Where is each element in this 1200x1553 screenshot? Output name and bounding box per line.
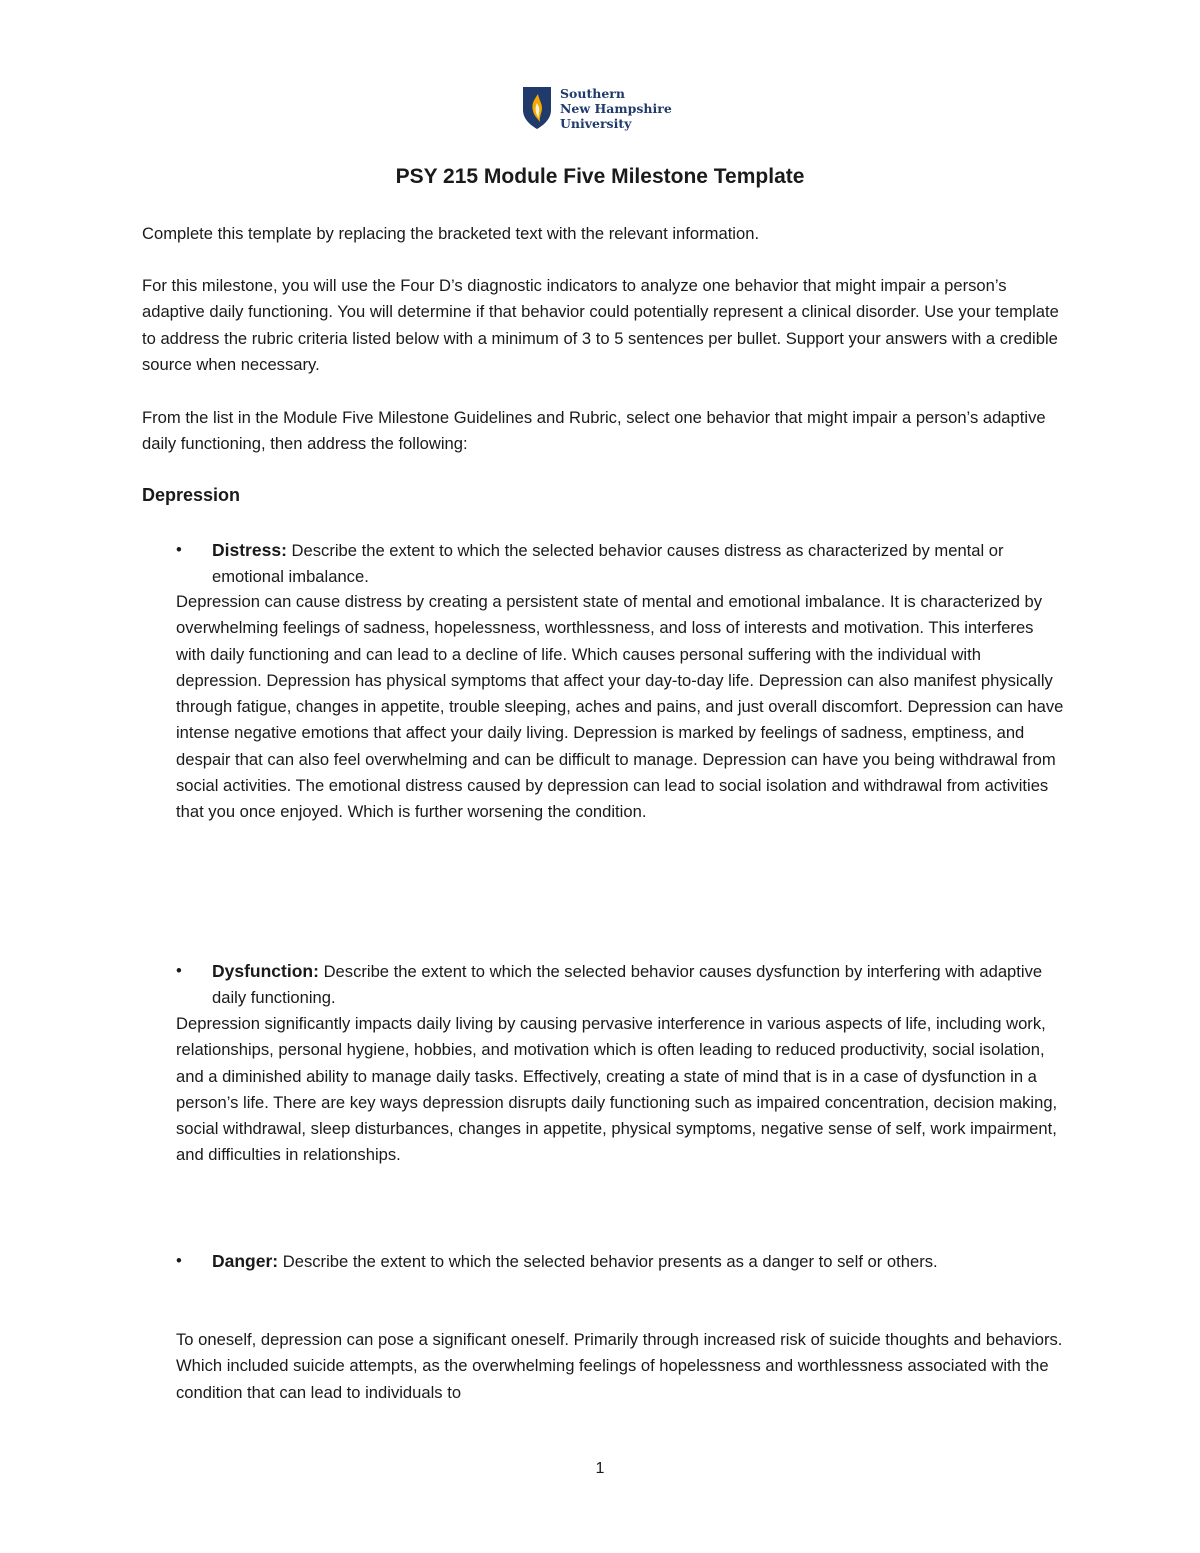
snhu-shield-icon [522, 86, 552, 130]
document-title: PSY 215 Module Five Milestone Template [395, 165, 805, 188]
distress-bullet [176, 537, 1056, 591]
logo-line-2: New Hampshire [560, 100, 672, 116]
danger-term: Danger: [212, 1251, 279, 1271]
dysfunction-prompt-text: Describe the extent to which the selected behavior causes dysfunction by interfering with adaptive daily functioning. [212, 962, 1043, 1008]
dysfunction-prompt [212, 958, 1056, 1012]
danger-prompt-text: Describe the extent to which the selected behavior presents as a danger to self or others. [278, 1252, 938, 1271]
distress-prompt [212, 537, 1056, 591]
bullet-marker: • [176, 1251, 182, 1270]
intro-instructions: Complete this template by replacing the bracketed text with the relevant information. [142, 224, 760, 243]
snhu-wordmark [560, 86, 672, 131]
bullet-marker: • [176, 540, 182, 559]
snhu-logo [522, 84, 672, 132]
intro-milestone-description: For this milestone, you will use the Four D’s diagnostic indicators to analyze one behavior that might impair a person’s adaptive daily functioning. You will determine if that behavior could potentially represent a clinical disorder. Use your template to address the rubric criteria listed below with a minimum of 3 to 5 sentences per bullet. Support your answers with a credible source when necessary. [142, 276, 1059, 374]
danger-prompt [212, 1248, 1056, 1275]
distress-answer: Depression can cause distress by creating a persistent state of mental and emotional imbalance. It is characterized by overwhelming feelings of sadness, hopelessness, worthlessness, and loss of interests and motivation. This interferes with daily functioning and can lead to a decline of life. Which causes personal suffering with the individual with depression. Depression has physical symptoms that affect your day-to-day life. Depression can also manifest physically through fatigue, changes in appetite, trouble sleeping, aches and pains, and just overall discomfort. Depression can have intense negative emotions that affect your daily living. Depression is marked by feelings of sadness, emptiness, and despair that can also feel overwhelming and can be difficult to manage. Depression can have you being withdrawal from social activities. The emotional distress caused by depression can lead to social isolation and withdrawal from activities that you once enjoyed. Which is further worsening the condition. [176, 592, 1064, 822]
logo-line-1: Southern [560, 85, 625, 101]
behavior-heading: Depression [142, 485, 241, 505]
dysfunction-answer: Depression significantly impacts daily living by causing pervasive interference in various aspects of life, including work, relationships, personal hygiene, hobbies, and motivation which is often leading to reduced productivity, social isolation, and a diminished ability to manage daily tasks. Effectively, creating a state of mind that is in a case of dysfunction in a person’s life. There are key ways depression disrupts daily functioning such as impaired concentration, decision making, social withdrawal, sleep disturbances, changes in appetite, physical symptoms, negative sense of self, work impairment, and difficulties in relationships. [176, 1014, 1058, 1165]
distress-prompt-text: Describe the extent to which the selected behavior causes distress as characterized by mental or emotional imbalance. [212, 541, 1004, 587]
danger-answer: To oneself, depression can pose a significant oneself. Primarily through increased risk of suicide thoughts and behaviors. Which included suicide attempts, as the overwhelming feelings of hopelessness and worthlessness associated with the condition that can lead to individuals to [176, 1330, 1063, 1402]
page-number: 1 [595, 1460, 605, 1477]
distress-term: Distress: [212, 540, 287, 560]
bullet-marker: • [176, 961, 182, 980]
dysfunction-term: Dysfunction: [212, 961, 319, 981]
danger-bullet [176, 1248, 1056, 1275]
intro-select-behavior: From the list in the Module Five Milestone Guidelines and Rubric, select one behavior that might impair a person’s adaptive daily functioning, then address the following: [142, 408, 1046, 454]
logo-line-3: University [560, 115, 632, 131]
dysfunction-bullet [176, 958, 1056, 1012]
